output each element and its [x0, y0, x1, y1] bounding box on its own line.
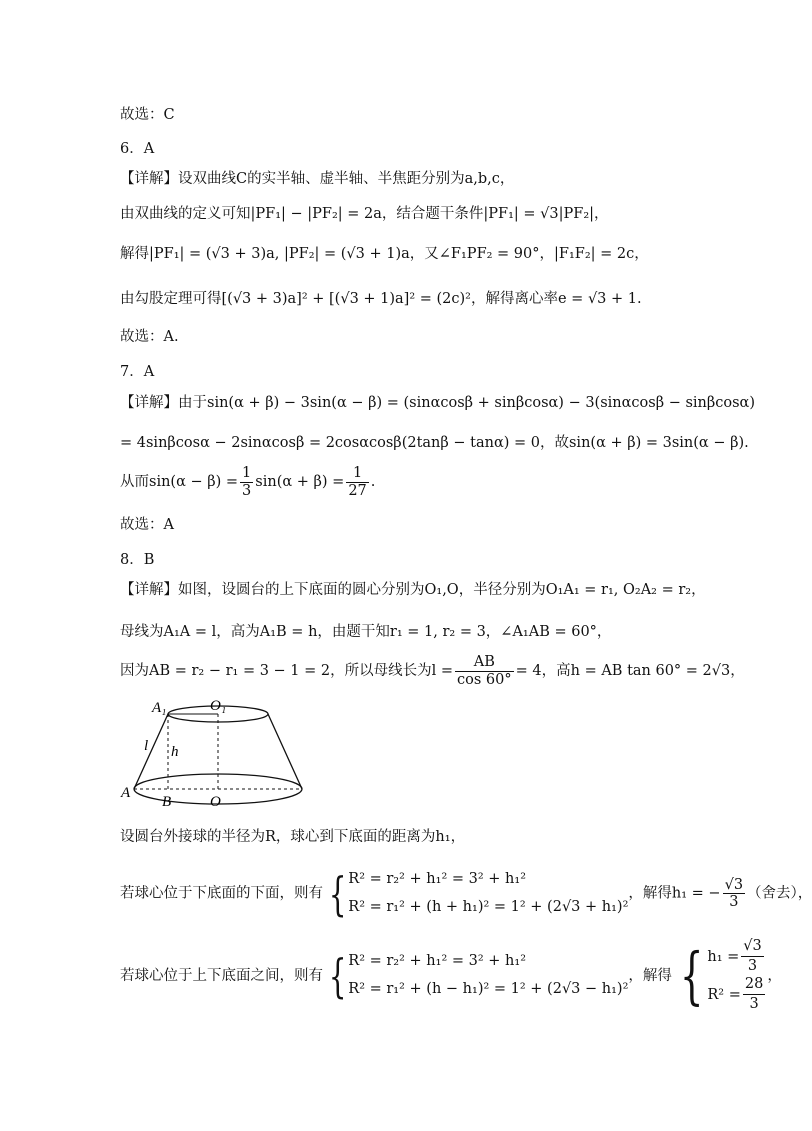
q6-answer: 故选：A.	[120, 329, 179, 345]
label-a: A	[121, 785, 131, 801]
label-h: h	[171, 744, 179, 760]
solution-h1	[707, 938, 767, 976]
system2-eq2: R² = r₁² + (h − h₁)² = 1² + (2√3 − h₁)²	[348, 980, 629, 997]
q8-detail-6-b: ，解得	[628, 967, 672, 984]
solution-r2-lhs: R² =	[707, 986, 741, 1003]
q8-detail-5	[120, 866, 812, 921]
q8-detail-5-a: 若球心位于下底面的下面，则有	[120, 885, 323, 902]
q7-detail-2: = 4sinβcosα − 2sinαcosβ = 2cosαcosβ(2tanβ − tanα) = 0，故sin(α + β) = 3sin(α − β).	[120, 435, 749, 451]
answer-c-line: 故选：C	[120, 107, 175, 123]
denominator: 27	[348, 482, 367, 499]
denominator: 3	[749, 996, 759, 1013]
frustum-figure	[118, 698, 308, 810]
label-o1: O₁	[210, 698, 227, 714]
q8-detail-6	[120, 938, 782, 1014]
q6-header: 6．A	[120, 141, 155, 157]
denominator: 3	[729, 894, 739, 911]
solution-h1-lhs: h₁ =	[707, 948, 740, 965]
q6-detail-2: 由双曲线的定义可知|PF₁| − |PF₂| = 2a，结合题干条件|PF₁| = √3|PF₂|，	[120, 206, 609, 222]
q8-detail-5-b: ，解得h₁ = −	[628, 885, 721, 902]
system2-eq1: R² = r₂² + h₁² = 3² + h₁²	[348, 953, 527, 970]
q7-detail-3	[120, 466, 375, 498]
brace-glyph: {	[679, 938, 704, 1012]
q7-header: 7．A	[120, 364, 155, 380]
solution-r2	[707, 976, 767, 1014]
fraction-ab-over-cos60	[455, 655, 514, 687]
label-o: O	[210, 794, 221, 810]
fraction-28-over-3	[743, 976, 765, 1014]
q8-detail-1: 【详解】如图，设圆台的上下底面的圆心分别为O₁,O，半径分别为O₁A₁ = r₁, O₂A₂ = r₂，	[120, 582, 706, 598]
fraction-one-27th	[346, 466, 368, 498]
denominator: cos 60°	[457, 671, 512, 688]
q7-detail-3-c: sin(α + β) =	[255, 474, 345, 490]
q6-detail-1: 【详解】设双曲线C的实半轴、虚半轴、半焦距分别为a,b,c，	[120, 171, 515, 187]
q8-detail-6-a: 若球心位于上下底面之间，则有	[120, 967, 323, 984]
q7-detail-3-a: 从而sin(α − β) =	[120, 474, 239, 490]
q8-detail-3	[120, 655, 745, 687]
q8-detail-3-a: 因为AB = r₂ − r₁ = 3 − 1 = 2，所以母线长为l =	[120, 663, 454, 679]
numerator: 1	[242, 465, 252, 481]
fraction-sqrt3-over-3	[741, 938, 763, 976]
q8-detail-3-c: = 4，高h = AB tan 60° = 2√3，	[515, 663, 745, 679]
q8-detail-6-c: ，	[767, 967, 782, 984]
numerator: 1	[346, 466, 368, 483]
equation-system-1	[348, 866, 628, 921]
q8-detail-5-d: （舍去），	[747, 885, 812, 902]
denominator: 3	[242, 482, 252, 499]
q6-detail-3: 解得|PF₁| = (√3 + 3)a, |PF₂| = (√3 + 1)a，又∠F₁PF₂ = 90°，|F₁F₂| = 2c，	[120, 246, 649, 262]
q7-detail-1: 【详解】由于sin(α + β) − 3sin(α − β) = (sinαcosβ + sinβcosα) − 3(sinαcosβ − sinβcosα)	[120, 395, 755, 411]
q8-detail-2: 母线为A₁A = l，高为A₁B = h，由题干知r₁ = 1, r₂ = 3，∠A₁AB = 60°，	[120, 624, 612, 640]
q6-detail-4: 由勾股定理可得[(√3 + 3)a]² + [(√3 + 1)a]² = (2c)²，解得离心率e = √3 + 1.	[120, 291, 642, 307]
brace-glyph: {	[328, 948, 347, 1003]
brace-glyph: {	[328, 866, 347, 921]
fraction-one-third	[240, 466, 253, 498]
solution-system	[707, 938, 767, 1014]
label-l: l	[144, 738, 149, 754]
numerator: √3	[741, 938, 763, 957]
numerator: 28	[743, 976, 765, 995]
numerator: √3	[724, 876, 744, 893]
equation-system-2	[348, 948, 628, 1003]
numerator: AB	[455, 655, 514, 672]
label-b: B	[162, 794, 172, 810]
system1-eq2: R² = r₁² + (h + h₁)² = 1² + (2√3 + h₁)²	[348, 898, 629, 915]
denominator: 3	[747, 958, 758, 975]
q7-detail-3-e: .	[370, 474, 376, 490]
q8-detail-4: 设圆台外接球的半径为R，球心到下底面的距离为h₁，	[120, 829, 466, 845]
q8-header: 8．B	[120, 552, 155, 568]
system1-eq1: R² = r₂² + h₁² = 3² + h₁²	[348, 871, 527, 887]
fraction-sqrt3-over-3	[723, 878, 745, 910]
q7-answer: 故选：A	[120, 517, 174, 533]
label-a1: A₁	[152, 700, 167, 716]
